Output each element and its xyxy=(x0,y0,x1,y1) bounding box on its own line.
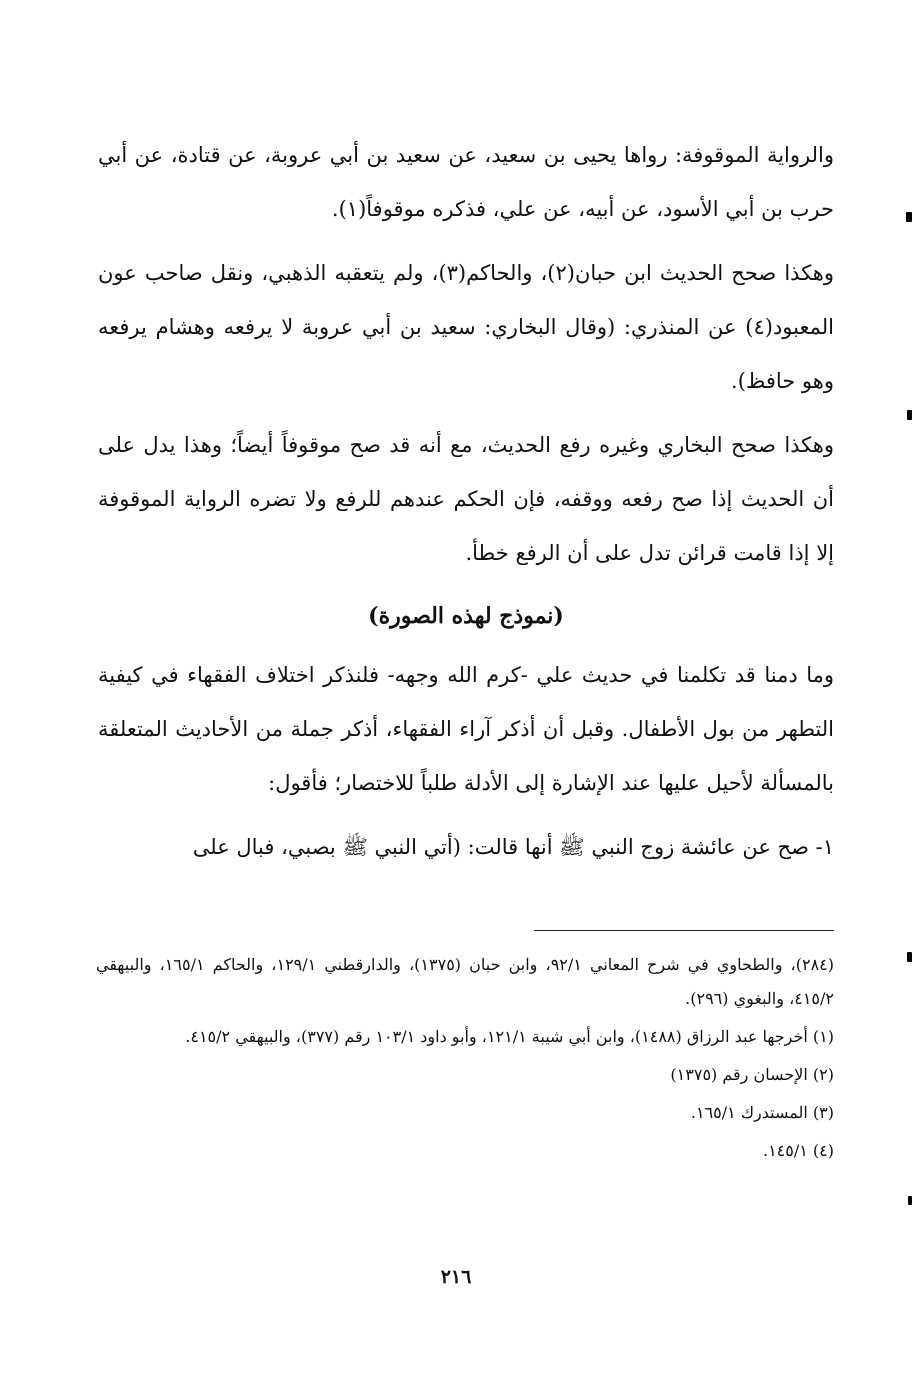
paragraph: والرواية الموقوفة: رواها يحيى بن سعيد، عن سعيد بن أبي عروبة، عن قتادة، عن أبي حرب بن أبي الأسود، عن أبيه، عن علي، فذكره موقوفاً(١). xyxy=(98,143,834,221)
footnote: (١) أخرجها عبد الرزاق (١٤٨٨)، وابن أبي شيبة ١٢١/١، وأبو داود ١٠٣/١ رقم (٣٧٧)، والبيهقي ٤١٥/٢. xyxy=(185,1027,834,1046)
footnotes xyxy=(96,948,834,1172)
paragraph: وهكذا صحح البخاري وغيره رفع الحديث، مع أنه قد صح موقوفاً أيضاً؛ وهذا يدل على أن الحديث إذا صح رفعه ووقفه، فإن الحكم عندهم للرفع ولا تضره الرواية الموقوفة إلا إذا قامت قرائن تدل على أن الرفع خطأ. xyxy=(98,433,834,565)
footnote-divider xyxy=(534,930,834,931)
paragraph: ١- صح عن عائشة زوج النبي ﷺ أنها قالت: (أتي النبي ﷺ بصبي، فبال على xyxy=(192,835,834,859)
footnote: (٤) ١٤٥/١. xyxy=(762,1141,834,1160)
scan-mark xyxy=(908,1196,912,1205)
footnote: (٣) المستدرك ١٦٥/١. xyxy=(690,1103,834,1122)
scan-mark xyxy=(906,212,912,222)
main-text xyxy=(98,128,834,884)
scan-mark xyxy=(907,410,912,420)
scan-mark xyxy=(907,952,912,962)
footnote: (٢) الإحسان رقم (١٣٧٥) xyxy=(670,1065,834,1084)
paragraph: وما دمنا قد تكلمنا في حديث علي -كرم الله وجهه- فلنذكر اختلاف الفقهاء في كيفية التطهر من بول الأطفال. وقبل أن أذكر آراء الفقهاء، أذكر جملة من الأحاديث المتعلقة بالمسألة لأحيل عليها عند الإشارة إلى الأدلة طلباً للاختصار؛ فأقول: xyxy=(98,663,834,795)
footnote-continuation: (٢٨٤)، والطحاوي في شرح المعاني ٩٢/١، وابن حبان (١٣٧٥)، والدارقطني ١٢٩/١، والحاكم ١٦٥/١، والبيهقي ٤١٥/٢، والبغوي (٢٩٦). xyxy=(96,955,834,1008)
page-number: ٢١٦ xyxy=(440,1266,472,1288)
section-heading: (نموذج لهذه الصورة) xyxy=(368,603,564,629)
paragraph: وهكذا صحح الحديث ابن حبان(٢)، والحاكم(٣)، ولم يتعقبه الذهبي، ونقل صاحب عون المعبود(٤) عن المنذري: (وقال البخاري: سعيد بن أبي عروبة لا يرفعه وهشام يرفعه وهو حافظ). xyxy=(98,261,835,393)
